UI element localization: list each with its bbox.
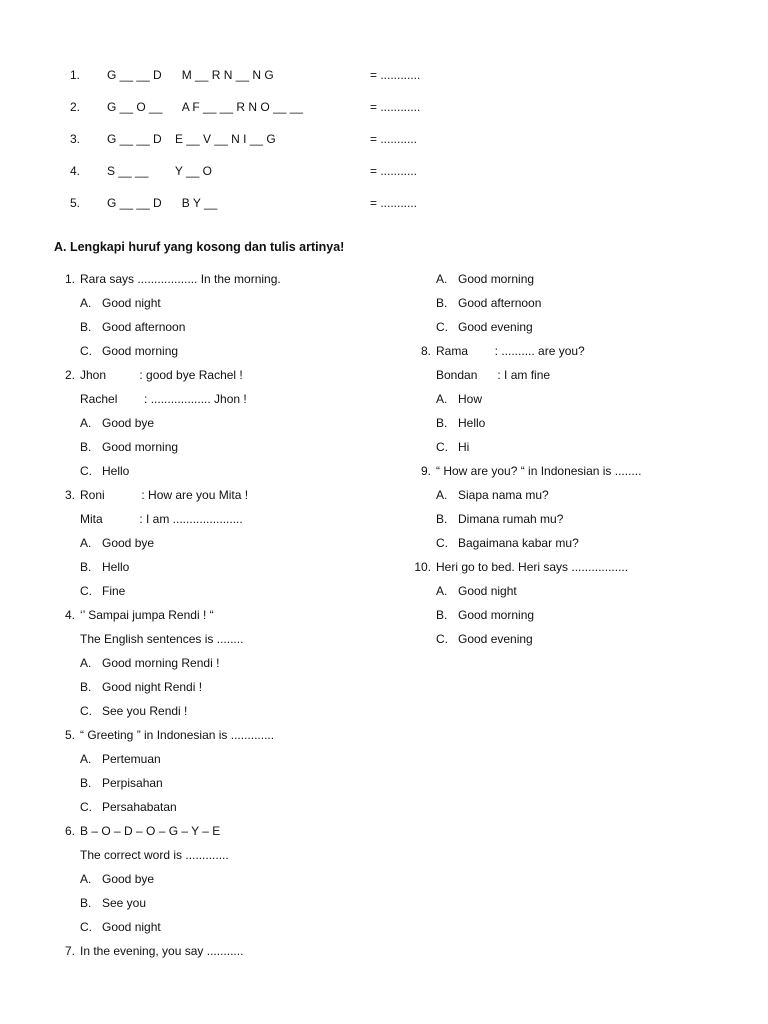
option-text: Good morning xyxy=(458,272,535,286)
question-text: B – O – D – O – G – Y – E xyxy=(80,824,221,838)
option-text: Good bye xyxy=(102,872,155,886)
option-letter: C. xyxy=(80,800,92,814)
option-text: Bagaimana kabar mu? xyxy=(458,536,579,550)
option-letter: A. xyxy=(436,584,448,598)
question-text: Heri go to bed. Heri says ................. xyxy=(436,560,629,574)
option-text: Persahabatan xyxy=(102,800,177,814)
option-text: Perpisahan xyxy=(102,776,163,790)
question-number: 1. xyxy=(64,272,75,286)
answer-option xyxy=(0,917,360,937)
option-text: Good afternoon xyxy=(458,296,542,310)
option-text: See you Rendi ! xyxy=(102,704,188,718)
option-letter: C. xyxy=(436,320,448,334)
option-letter: B. xyxy=(80,776,92,790)
option-text: Good morning Rendi ! xyxy=(102,656,220,670)
question-line xyxy=(0,725,360,745)
answer-option xyxy=(0,509,564,529)
option-letter: B. xyxy=(80,320,92,334)
question-text: Rachel : .................. Jhon ! xyxy=(80,392,247,406)
option-letter: C. xyxy=(80,464,92,478)
option-letter: A. xyxy=(80,536,92,550)
option-letter: A. xyxy=(80,752,92,766)
item-number: 2. xyxy=(70,100,81,114)
option-letter: B. xyxy=(80,560,92,574)
question-line xyxy=(0,341,585,361)
option-letter: C. xyxy=(80,344,92,358)
answer-blank: = ........... xyxy=(370,196,418,210)
question-text: “ How are you? “ in Indonesian is ........ xyxy=(436,464,642,478)
answer-blank: = ........... xyxy=(370,132,418,146)
answer-option xyxy=(0,869,360,889)
question-continuation xyxy=(0,365,551,385)
question-number: 3. xyxy=(64,488,75,502)
option-letter: B. xyxy=(436,512,448,526)
question-number: 4. xyxy=(64,608,75,622)
question-text: The English sentences is ........ xyxy=(80,632,244,646)
question-line xyxy=(0,941,360,961)
question-text: Rama : .......... are you? xyxy=(436,344,585,358)
option-letter: A. xyxy=(436,392,448,406)
option-letter: A. xyxy=(80,416,92,430)
item-number: 4. xyxy=(70,164,81,178)
option-letter: B. xyxy=(436,608,448,622)
option-text: Fine xyxy=(102,584,126,598)
answer-option xyxy=(0,389,483,409)
item-number: 5. xyxy=(70,196,81,210)
option-letter: C. xyxy=(436,440,448,454)
answer-option xyxy=(0,533,579,553)
option-letter: A. xyxy=(80,656,92,670)
option-letter: C. xyxy=(436,536,448,550)
option-letter: B. xyxy=(436,296,448,310)
option-text: Good night xyxy=(102,296,161,310)
question-text: Bondan : I am fine xyxy=(436,368,551,382)
option-letter: A. xyxy=(80,296,92,310)
question-number: 6. xyxy=(64,824,75,838)
option-text: Good night xyxy=(102,920,161,934)
option-letter: C. xyxy=(436,632,448,646)
answer-option xyxy=(0,605,535,625)
answer-option xyxy=(0,893,360,913)
question-text: ‘’ Sampai jumpa Rendi ! “ xyxy=(80,608,214,622)
question-line xyxy=(0,821,360,841)
option-letter: B. xyxy=(80,680,92,694)
option-text: Hello xyxy=(458,416,486,430)
question-line xyxy=(0,557,629,577)
question-text: Roni : How are you Mita ! xyxy=(80,488,249,502)
question-text: “ Greeting ” in Indonesian is ............. xyxy=(80,728,275,742)
answer-option xyxy=(0,773,360,793)
answer-option xyxy=(0,629,533,649)
option-text: Hi xyxy=(458,440,470,454)
answer-option xyxy=(0,437,470,457)
missing-letter-word: G __ __ D M __ R N __ N G xyxy=(107,68,274,82)
answer-option xyxy=(0,317,533,337)
answer-option xyxy=(0,677,360,697)
question-text: The correct word is ............. xyxy=(80,848,229,862)
option-text: Good evening xyxy=(458,320,533,334)
question-number: 8. xyxy=(420,344,431,358)
question-text: Rara says .................. In the morning. xyxy=(80,272,281,286)
question-continuation xyxy=(0,845,360,865)
option-text: Pertemuan xyxy=(102,752,161,766)
item-number: 3. xyxy=(70,132,81,146)
answer-blank: = ............ xyxy=(370,68,421,82)
answer-option xyxy=(0,485,549,505)
option-text: Good bye xyxy=(102,416,155,430)
option-text: Good morning xyxy=(458,608,535,622)
missing-letter-word: G __ __ D E __ V __ N I __ G xyxy=(107,132,276,146)
answer-blank: = ............ xyxy=(370,100,421,114)
question-number: 7. xyxy=(64,944,75,958)
missing-letter-word: G __ O __ A F __ __ R N O __ __ xyxy=(107,100,304,114)
answer-option xyxy=(0,797,360,817)
answer-option xyxy=(0,413,486,433)
option-text: Good morning xyxy=(102,344,179,358)
section-title: A. Lengkapi huruf yang kosong dan tulis artinya! xyxy=(54,240,345,254)
option-text: Good night xyxy=(458,584,517,598)
question-number: 9. xyxy=(420,464,431,478)
option-text: Dimana rumah mu? xyxy=(458,512,564,526)
missing-letter-word: G __ __ D B Y __ xyxy=(107,196,218,210)
question-number: 10. xyxy=(414,560,431,574)
option-letter: C. xyxy=(80,704,92,718)
option-text: Good bye xyxy=(102,536,155,550)
missing-letter-word: S __ __ Y __ O xyxy=(107,164,212,178)
option-letter: B. xyxy=(436,416,448,430)
option-text: Siapa nama mu? xyxy=(458,488,549,502)
option-letter: B. xyxy=(80,896,92,910)
option-letter: C. xyxy=(80,584,92,598)
question-line xyxy=(0,461,642,481)
option-text: Hello xyxy=(102,464,130,478)
answer-blank: = ........... xyxy=(370,164,418,178)
option-text: How xyxy=(458,392,483,406)
answer-option xyxy=(0,701,360,721)
answer-option xyxy=(0,653,360,673)
question-number: 5. xyxy=(64,728,75,742)
answer-option xyxy=(0,293,542,313)
option-letter: B. xyxy=(80,440,92,454)
item-number: 1. xyxy=(70,68,81,82)
option-letter: A. xyxy=(80,872,92,886)
option-text: See you xyxy=(102,896,147,910)
answer-option xyxy=(0,749,360,769)
answer-option xyxy=(0,269,535,289)
option-letter: A. xyxy=(436,488,448,502)
option-text: Good morning xyxy=(102,440,179,454)
option-text: Good afternoon xyxy=(102,320,186,334)
option-letter: A. xyxy=(436,272,448,286)
question-text: Jhon : good bye Rachel ! xyxy=(80,368,243,382)
question-text: In the evening, you say ........... xyxy=(80,944,244,958)
question-number: 2. xyxy=(64,368,75,382)
answer-option xyxy=(0,581,517,601)
option-text: Good evening xyxy=(458,632,533,646)
option-text: Good night Rendi ! xyxy=(102,680,203,694)
option-letter: C. xyxy=(80,920,92,934)
question-text: Mita : I am ..................... xyxy=(80,512,243,526)
option-text: Hello xyxy=(102,560,130,574)
